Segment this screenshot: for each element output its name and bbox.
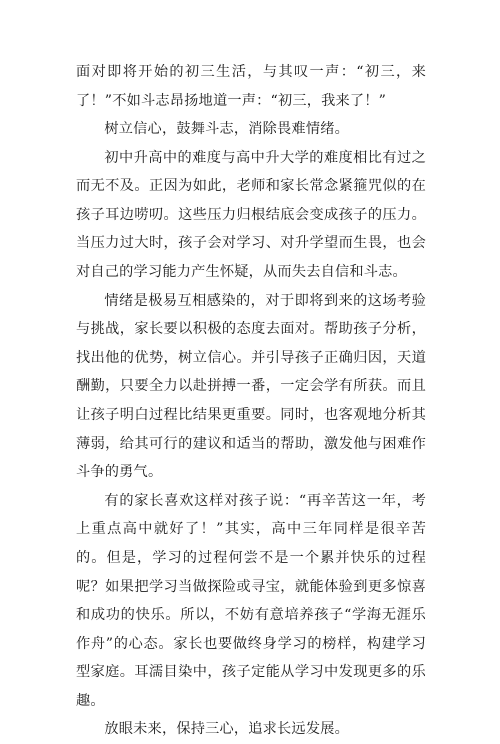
- document-page: [76, 58, 426, 744]
- paragraph-opening: 面对即将开始的初三生活，与其叹一声：“初三，来了！”不如斗志昂扬地道一声：“初三，我来了！”: [76, 64, 426, 109]
- paragraph-learning-process: 有的家长喜欢这样对孩子说：“再辛苦这一年，考上重点高中就好了！”其实，高中三年同样是很辛苦的。但是，学习的过程何尝不是一个累并快乐的过程呢？如果把学习当做探险或寻宝，就能体验到更多惊喜和成功的快乐。所以，不妨有意培养孩子“学海无涯乐作舟”的心态。家长也要做终身学习的榜样，构建学习型家庭。耳濡目染中，孩子定能从学习中发现更多的乐趣。: [76, 492, 426, 709]
- paragraph-pressure: 初中升高中的难度与高中升大学的难度相比有过之而无不及。正因为如此，老师和家长常念紧箍咒似的在孩子耳边唠叨。这些压力归根结底会变成孩子的压力。当压力过大时，孩子会对学习、对升学望而生畏，也会对自己的学习能力产生怀疑，从而失去自信和斗志。: [76, 149, 426, 280]
- heading-confidence: 树立信心，鼓舞斗志，消除畏难情绪。: [104, 121, 349, 137]
- heading-future: 放眼未来，保持三心，追求长远发展。: [104, 721, 349, 738]
- paragraph-emotion: 情绪是极易互相感染的，对于即将到来的这场考验与挑战，家长要以积极的态度去面对。帮助孩子分析，找出他的优势，树立信心。并引导孩子正确归因，天道酬勤，只要全力以赴拼搏一番，一定会学有所获。而且让孩子明白过程比结果更重要。同时，也客观地分析其薄弱，给其可行的建议和适当的帮助，激发他与困难作斗争的勇气。: [76, 292, 426, 481]
